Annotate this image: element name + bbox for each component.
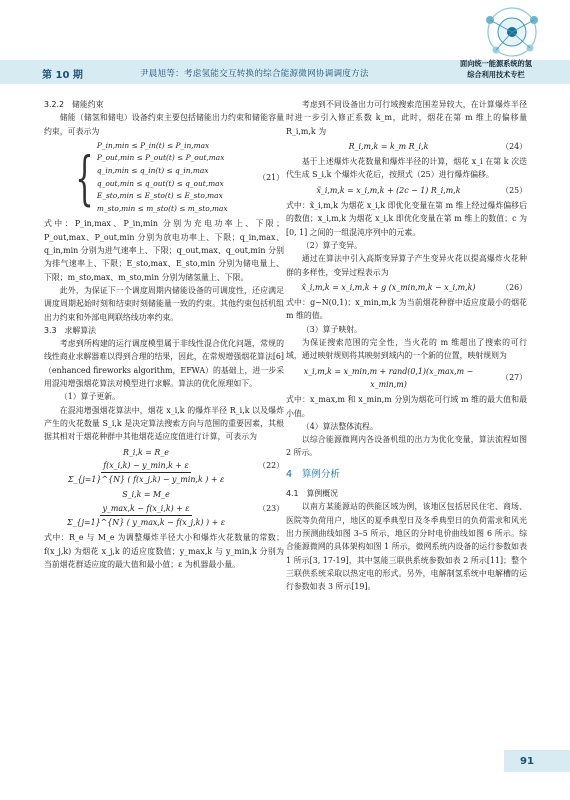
equation-26 [286, 281, 527, 294]
section-heading-3-3: 3.3 求解算法 [44, 325, 97, 335]
fraction-denominator: Σ_{j=1}^{N} ( f(x_j,k) − y_min,k ) + ε [67, 475, 225, 485]
equation-lhs: R_i,k = R_e [123, 447, 169, 457]
energy-network-logo-icon [476, 2, 548, 58]
constraint-line: P_out,min ≤ P_out(t) ≤ P_out,max [96, 153, 225, 163]
paragraph-where-27: 式中：x_max,m 和 x_min,m 分别为烟花可行域 m 维的最大值和最小值。 [286, 395, 527, 418]
equation-25 [286, 184, 527, 197]
equation-23 [44, 488, 284, 529]
special-label-line2: 综合利用技术专栏 [467, 70, 525, 79]
equation-body: R_i,m,k = k_m R_i,k [348, 141, 429, 151]
paragraph-where-21: 式中：P_in,max、P_in,min 分别为充电功率上、下限；P_out,max、P_out,min 分别为放电功率上、下限；q_in,max、q_in,min 分别为进气速率上、下限；q_out,max、q_out,min 分别为排气速率上、下限；E_sto,max、E_sto,min 分别为储电量上、下限；m_sto,max、m_sto,min 分别为储氢量上、下限。 [44, 219, 284, 282]
paragraph-where-26: 式中：g~N(0,1)；x_min,m,k 为当前烟花种群中适应度最小的烟花 m 维的值。 [286, 298, 527, 321]
constraint-line: m_sto,min ≤ m_sto(t) ≤ m_sto,max [96, 203, 228, 213]
paragraph-step-2: （2）算子变异。 [301, 240, 363, 250]
constraint-line: q_out,min ≤ q_out(t) ≤ q_out,max [96, 178, 224, 188]
paragraph-storage: 储能（储氢和储电）设备约束主要包括储能出力约束和储能容量约束，可表示为 [44, 113, 284, 136]
equation-number: （23） [258, 504, 284, 514]
left-column [44, 98, 284, 571]
equation-21 [44, 140, 284, 216]
equation-body: x̂_i,m,k = x_i,m,k + g (x_min,m,k − x_i,m,k) [301, 282, 476, 292]
equation-body: x_i,m,k = x_min,m + rand(0,1)(x_max,m − x_min,m) [303, 366, 474, 389]
paragraph-update: 在混沌增强烟花算法中，烟花 x_i,k 的爆炸半径 R_i,k 以及爆炸产生的火花数量 S_i,k 是决定算法搜索方向与范围的重要因素，其根据其相对于烟花种群中其他烟花适应度值进行计算，可表示为 [44, 405, 284, 442]
paragraph-period: 此外，为保证下一个调度周期内储能设备的可调度性，还应满足调度周期起始时刻和结束时刻储能量一致的约束。其他约束包括机组出力约束和外部电网联络线功率约束。 [44, 285, 284, 322]
right-column [286, 98, 527, 593]
equation-system [97, 140, 228, 216]
equation-number: （25） [501, 185, 527, 195]
equation-24 [286, 140, 527, 153]
page-number-band [504, 750, 570, 772]
equation-number: （21） [258, 173, 284, 183]
constraint-line: P_in,min ≤ P_in(t) ≤ P_in,max [96, 140, 210, 150]
equation-body: x̃_i,m,k = x_i,m,k + (2c − 1) R_i,m,k [316, 185, 461, 195]
fraction-numerator: y_max,k − f(x_i,k) + ε [100, 502, 191, 516]
equation-lhs: S_i,k = M_e [122, 490, 170, 500]
section-heading-4: 4 算例分析 [286, 468, 341, 480]
running-head: 尹晨旭等：考虑氢能交互转换的综合能源微网协调调度方法 [140, 69, 369, 79]
constraint-line: q_in,min ≤ q_in(t) ≤ q_in,max [96, 166, 209, 176]
issue-number: 第 10 期 [42, 70, 83, 81]
constraint-line: E_sto,min ≤ E_sto(t) ≤ E_sto,max [96, 191, 223, 201]
equation-number: （26） [501, 282, 527, 292]
paragraph-algorithm: 考虑到所构建的运行调度模型属于非线性混合优化问题，常规的线性商业求解器难以得到合理的结果，因此，在常规增强烟花算法[6]（enhanced fireworks algorithm，EFWA）的基础上，进一步采用混沌增强烟花算法对模型进行求解。算法的优化原理如下。 [44, 339, 285, 389]
equation-27 [286, 365, 527, 392]
section-heading-4-1: 4.1 算例概况 [286, 489, 339, 499]
paragraph-step-1: （1）算子更新。 [59, 392, 121, 402]
page-number: 91 [520, 756, 534, 767]
special-label-line1: 面向统一能源系统的氢 [460, 59, 532, 68]
paragraph-mapping: 为保证搜索范围的完全性，当火花的 m 维超出了搜索的可行域，通过映射规则将其映射到域内的一个新的位置，映射规则为 [286, 338, 527, 361]
left-brace-icon: { [75, 143, 94, 212]
paragraph-case: 以南方某能源站的供能区域为例，该地区包括居民住宅、商场、医院等负荷用户，地区的夏季典型日及冬季典型日的负荷需求和风光出力预测曲线如图 3–5 所示，地区的分时电价曲线如图 6 所示。综合能源微网的具体架构如图 1 所示，微网系统内设备的运行参数如表 1 所示[3, 17-19]，其中氢能三联供系统参数如表 2 所示[11]；整个三联供系统采取以热定电的形式。另外，电解制氢系统中电解槽的运行参数如表 3 所示[19]。 [286, 502, 527, 592]
equation-number: （22） [258, 461, 284, 471]
paragraph-flow: 以综合能源微网内各设备机组的出力为优化变量，算法流程如图 2 所示。 [286, 435, 527, 458]
paragraph-where-25: 式中：x̃_i,m,k 为烟花 x_i,k 即优化变量在第 m 维上经过爆炸偏移后的数值；x_i,m,k 为烟花 x_i,k 即优化变量在第 m 维上的数值；c 为 [0, 1] 之间的一组混沌序列中的元素。 [286, 201, 527, 237]
equation-22 [44, 446, 284, 487]
fraction-numerator: f(x_i,k) − y_min,k + ε [101, 459, 191, 473]
special-column-label [440, 58, 552, 80]
equation-number: （24） [501, 141, 527, 151]
section-heading-3-2-2: 3.2.2 储能约束 [44, 100, 104, 109]
paragraph-mutation: 通过在算法中引入高斯变异算子产生变异火花以提高爆炸火花种群的多样性，变异过程表示为 [286, 254, 527, 277]
paragraph-step-3: （3）算子映射。 [301, 324, 363, 334]
paragraph-offset: 基于上述爆炸火花数量和爆炸半径的计算，烟花 x_i 在第 k 次迭代生成 S_i,k 个爆炸火花后，按照式（25）进行爆炸偏移。 [286, 157, 527, 180]
fraction-denominator: Σ_{j=1}^{N} ( y_max,k − f(x_j,k) ) + ε [67, 517, 225, 527]
equation-number: （27） [501, 373, 527, 383]
paragraph-where-23: 式中：R_e 与 M_e 为调整爆炸半径大小和爆炸火花数量的常数；f(x_j,k) 为烟花 x_j,k 的适应度数值；y_max,k 与 y_min,k 分别为当前烟花群适应度的最大值和最小值；ε 为机器最小量。 [44, 533, 284, 569]
paragraph-correction: 考虑到不同设备出力可行域搜索范围差异较大，在计算爆炸半径时进一步引入修正系数 k_m，此时，烟花在第 m 维上的偏移量 R_i,m,k 为 [286, 100, 527, 136]
paragraph-step-4: （4）算法整体流程。 [301, 421, 378, 431]
